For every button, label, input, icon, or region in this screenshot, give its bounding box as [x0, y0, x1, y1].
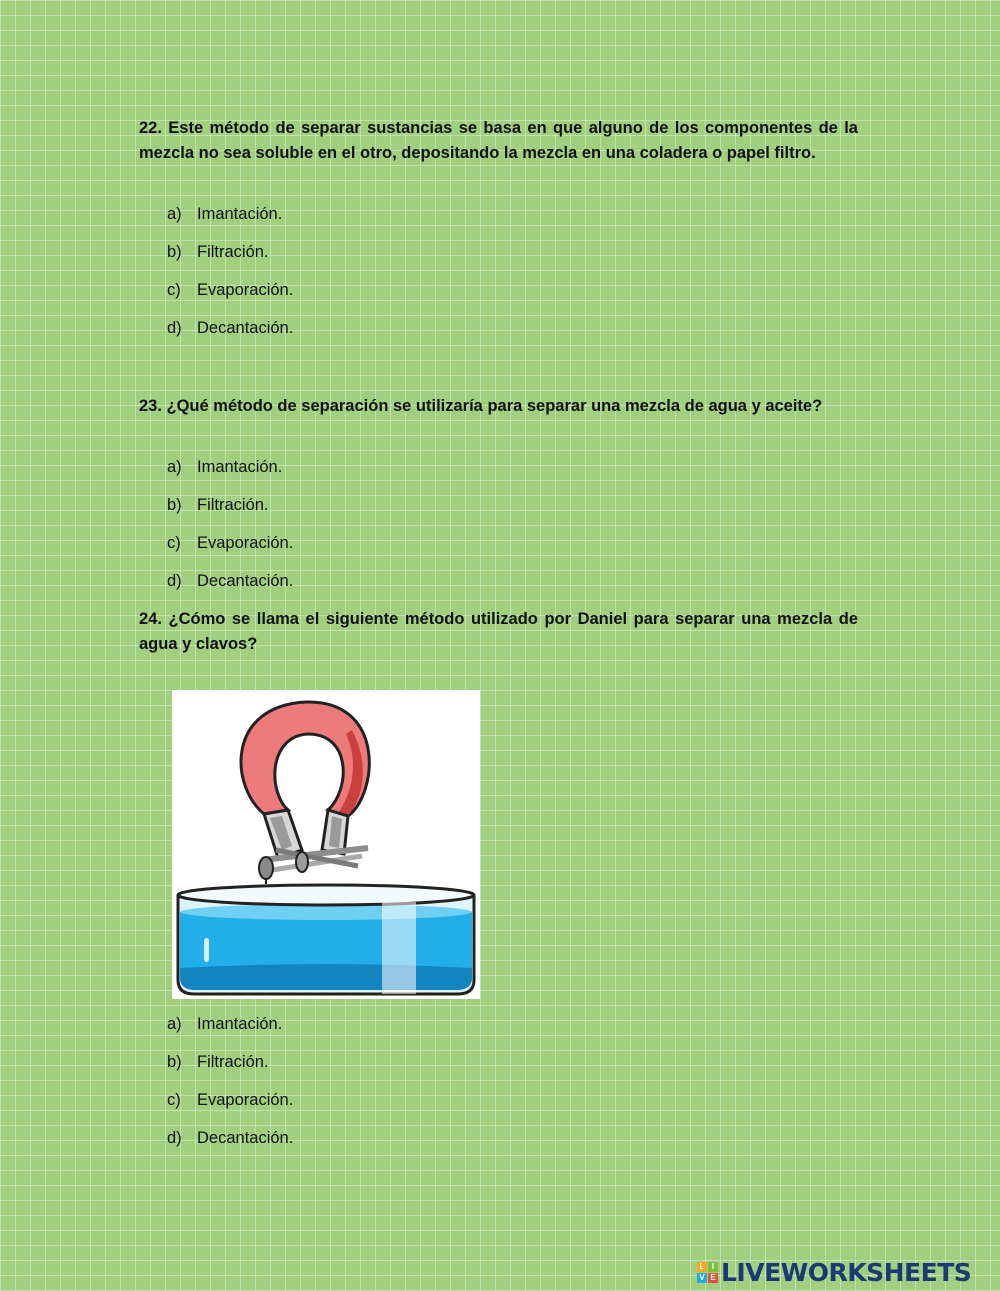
question-24-option-b[interactable] [167, 1049, 293, 1087]
logo-block-e: E [708, 1273, 718, 1283]
option-label: Imantación. [197, 458, 283, 476]
question-23-text: 23. ¿Qué método de separación se utilizaría para separar una mezcla de agua y aceite? [139, 397, 823, 415]
logo-block-l: L [697, 1262, 707, 1272]
option-letter: d) [167, 1129, 182, 1147]
option-label: Evaporación. [197, 1091, 294, 1109]
option-label: Decantación. [197, 572, 294, 590]
option-label: Filtración. [197, 243, 269, 261]
option-letter: b) [167, 243, 182, 261]
option-letter: c) [167, 1091, 181, 1109]
magnet-over-water-dish-icon [172, 690, 480, 999]
logo-block-i: I [708, 1262, 718, 1272]
question-23-option-d[interactable] [167, 568, 293, 606]
option-label: Filtración. [197, 496, 269, 514]
question-22-option-c[interactable] [167, 277, 293, 315]
logo-block-v: V [697, 1273, 707, 1283]
option-letter: c) [167, 281, 181, 299]
option-letter: a) [167, 458, 182, 476]
option-label: Evaporación. [197, 281, 294, 299]
option-label: Imantación. [197, 1015, 283, 1033]
option-label: Evaporación. [197, 534, 294, 552]
option-letter: d) [167, 572, 182, 590]
option-label: Decantación. [197, 1129, 294, 1147]
question-22-option-b[interactable] [167, 239, 293, 277]
logo-text: LIVEWORKSHEETS [721, 1257, 972, 1287]
option-letter: c) [167, 534, 181, 552]
question-24-options [167, 1011, 293, 1163]
option-label: Imantación. [197, 205, 283, 223]
question-23-option-c[interactable] [167, 530, 293, 568]
option-letter: a) [167, 1015, 182, 1033]
question-24-option-c[interactable] [167, 1087, 293, 1125]
question-24-option-a[interactable] [167, 1011, 293, 1049]
liveworksheets-logo [697, 1254, 971, 1290]
logo-blocks-icon [697, 1262, 718, 1283]
question-24-option-d[interactable] [167, 1125, 293, 1163]
option-letter: b) [167, 496, 182, 514]
question-22-option-a[interactable] [167, 201, 293, 239]
question-23-option-a[interactable] [167, 454, 293, 492]
question-22-text: 22. Este método de separar sustancias se basa en que alguno de los componentes de la mezcla no sea soluble en el otro, depositando la mezcla en una coladera o papel filtro. [139, 119, 858, 162]
option-letter: a) [167, 205, 182, 223]
question-24-text: 24. ¿Cómo se llama el siguiente método utilizado por Daniel para separar una mezcla de agua y clavos? [139, 610, 858, 653]
option-letter: b) [167, 1053, 182, 1071]
option-label: Decantación. [197, 319, 294, 337]
question-22-option-d[interactable] [167, 315, 293, 353]
option-label: Filtración. [197, 1053, 269, 1071]
question-23-option-b[interactable] [167, 492, 293, 530]
question-23-options [167, 454, 293, 606]
question-22-options [167, 201, 293, 353]
option-letter: d) [167, 319, 182, 337]
